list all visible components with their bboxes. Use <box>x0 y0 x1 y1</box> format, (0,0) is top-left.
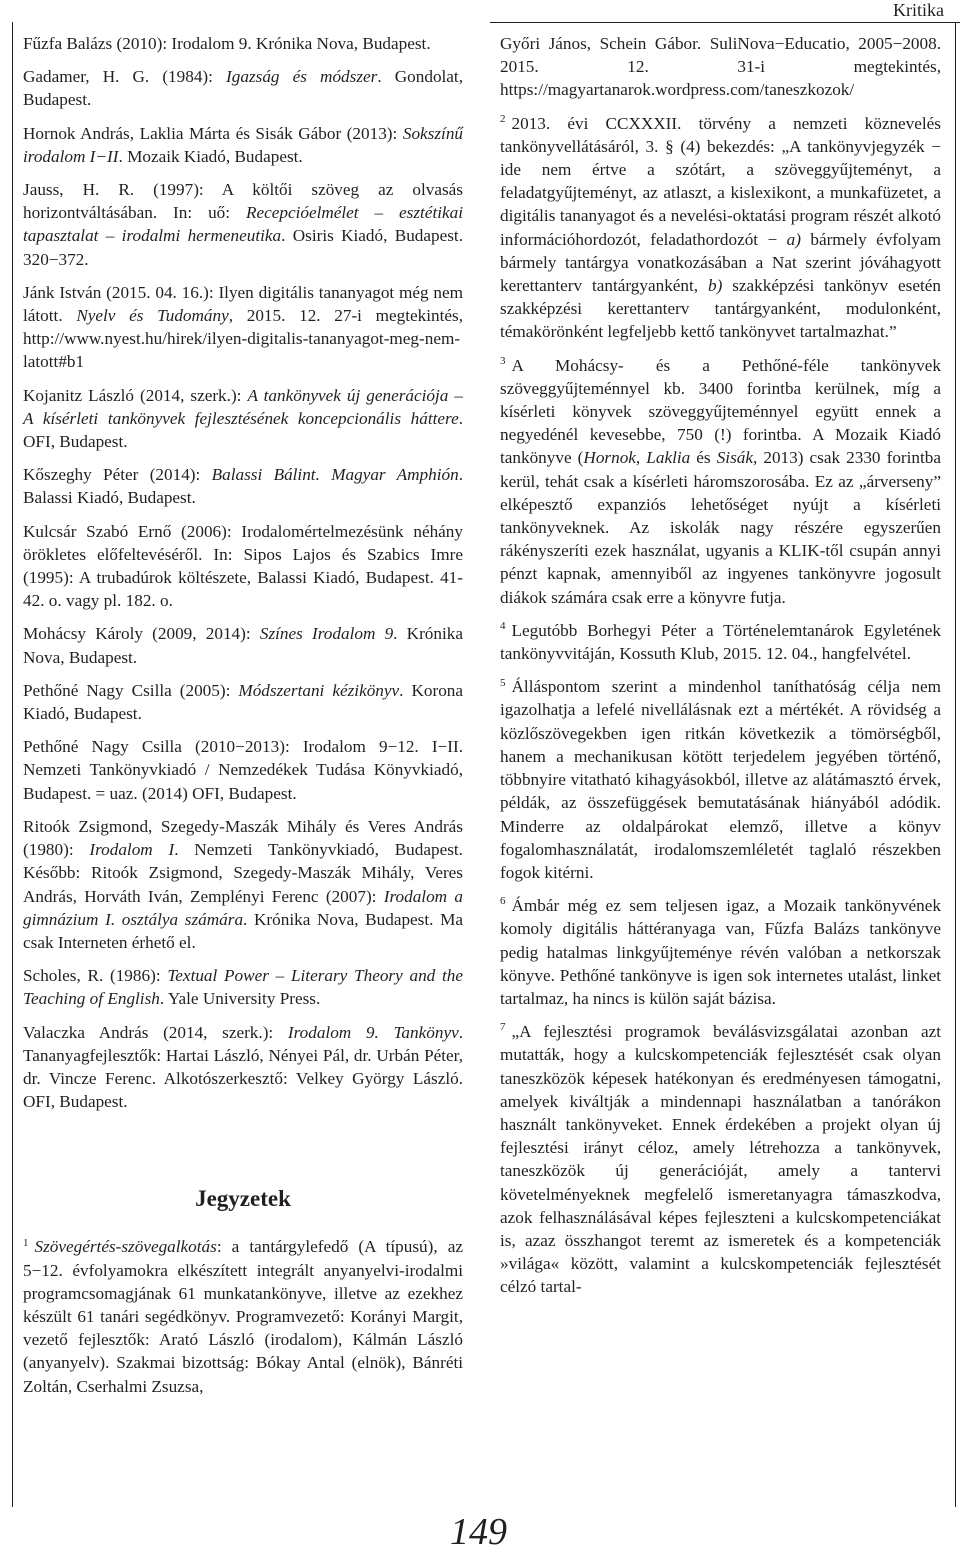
reference-text: Mohácsy Károly (2009, 2014): <box>23 624 260 644</box>
footnote-title: Szövegértés-szövegalkotás <box>34 1237 217 1257</box>
reference-title: Irodalom I <box>89 840 175 860</box>
reference-entry <box>23 178 463 271</box>
reference-text: Fűzfa Balázs (2010): Irodalom 9. Krónika Nova, Budapest. <box>23 34 431 53</box>
reference-text: Scholes, R. (1986): <box>23 966 168 986</box>
reference-list <box>23 32 463 1113</box>
footnote-text: 2013. évi CCXXXII. törvény a nemzeti köznevelés tankönyvellátásáról, 3. § (4) bekezdés: „A tankönyvjegyzék − ide nem értve a szótárt, a szöveggyűjteményt, a feladatgyűjteményt, az atlaszt, a kislexikont, a munkafüzetet, a digitális tananyagot és a nevelési-oktatási program részét alkotó információhordozót, feladathordozót − <box>500 113 941 249</box>
footnote-7 <box>500 1020 941 1298</box>
footnote-number: 7 <box>500 1021 506 1034</box>
reference-title: Irodalom 9. Tankönyv <box>287 1022 459 1042</box>
reference-entry <box>23 32 463 55</box>
footnote-text: bármely évfolyam bármely tantárgya vonatkozásában a Nat szerint jóváhagyott kerettanterv tantárgyanként, <box>500 229 941 296</box>
reference-title: Igazság és módszer <box>226 67 378 87</box>
footnote-text: A Mohácsy- és a Pethőné-féle tankönyvek szöveggyűjteménnyel kb. 3400 forintba kerülnek, míg a kísérleti könyvek szöveggyűjteménnyel együtt ennek a negyedénél kevesebbe, 750 (!) forintba. A Mozaik Kiadó tankönyve ( <box>500 355 941 468</box>
reference-text: . Yale University Press. <box>159 989 321 1009</box>
reference-text: Gadamer, H. G. (1984): <box>23 67 227 87</box>
reference-text: Ritoók Zsigmond, Szegedy-Maszák Mihály és Veres András (1980): <box>23 816 463 860</box>
footnote-number: 5 <box>500 676 506 689</box>
footnote-text: Ámbár még ez sem teljesen igaz, a Mozaik tankönyvének komoly digitális háttéranyaga van, Fűzfa Balázs tankönyve pedig hatalmas linkgyűjteménye révén valóban a netkorszak könyve. Pethőné tankönyve is igen sok internetes utalást, linket tartalmaz, ha nincs is külön saját bázisa. <box>500 896 941 1008</box>
reference-entry <box>23 622 463 668</box>
left-column <box>23 32 463 1408</box>
reference-text: . Korona Kiadó, Budapest. <box>23 680 464 724</box>
footnote-text: és <box>690 448 717 468</box>
footnote-text: Győri János, Schein Gábor. SuliNova−Educatio, 2005−2008. 2015. 12. 31-i megtekintés, https://magyartanarok.wordpress.com/taneszkozok/ <box>500 34 941 100</box>
footnote-text: szakképzési tankönyv esetén szakképzési kerettanterv tantárgyanként, modulonként, témakörönként legfeljebb kettő tankönyvet tartalmazhat.” <box>500 276 941 342</box>
reference-title: Színes Irodalom 9 <box>259 624 394 644</box>
reference-text: Pethőné Nagy Csilla (2005): <box>23 680 239 700</box>
reference-title: Balassi Bálint. Magyar Amphión <box>211 465 459 485</box>
footnote-text: Álláspontom szerint a mindenhol taníthatóság célja nem igazolhatja a lefelé nivellálásnak ezt a mértékét. A rövidség a közlőszövegekben igen ritkán következik a tömörségből, hanem a mechanikusan kötött terjedelem jegyében történő, többnyire vitatható kihagyásokból, illetve az alátámasztó érvek, példák, az összefüggések bemutatásának hiányából adódik. Minderre az oldalpárokat elemző, illetve a könyv fogalomhasználatát, irodalomszemléletét taglaló részekben fogok kitérni. <box>500 677 941 882</box>
reference-entry <box>23 520 463 613</box>
reference-text: Jánk István (2015. 04. 16.): Ilyen digitális tananyagot még nem látott. <box>23 282 463 326</box>
footnote-emphasis: b) <box>707 276 723 296</box>
reference-text: . Tananyagfejlesztők: Hartai László, Nényei Pál, dr. Urbán Péter, dr. Vincze Ferenc. Alkotószerkesztő: Velkey György László. OFI, Budapest. <box>23 1022 463 1112</box>
footnote-number: 2 <box>500 112 506 125</box>
left-margin-rule <box>12 22 13 1507</box>
reference-entry <box>23 281 463 374</box>
reference-text: . Gondolat, Budapest. <box>23 67 464 110</box>
reference-text: Kojanitz László (2014, szerk.): <box>23 385 248 405</box>
footnote-4 <box>500 619 941 665</box>
footnote-5 <box>500 675 941 884</box>
reference-text: Jauss, H. R. (1997): A költői szöveg az olvasás horizontváltásában. In: uő: <box>23 180 463 223</box>
reference-entry <box>23 1021 463 1114</box>
reference-entry <box>23 463 463 509</box>
reference-entry <box>23 384 463 454</box>
reference-text: . Krónika Nova, Budapest. <box>23 624 463 667</box>
header-rule <box>490 22 960 23</box>
reference-text: Kulcsár Szabó Ernő (2006): Irodalomértelmezésünk néhány örökletes előfeltevéséről. In: Sipos Lajos és Szabics Imre (1995): A trubadúrok költészete, Balassi Kiadó, Budapest. 41-42. o. vagy pl. 182. o. <box>23 521 463 611</box>
reference-title: Nyelv és Tudomány <box>76 306 229 326</box>
reference-text: Kőszeghy Péter (2014): <box>23 465 212 485</box>
notes-heading: Jegyzetek <box>195 1186 291 1212</box>
footnote-emphasis: a) <box>786 229 801 249</box>
right-margin-rule <box>955 22 956 1507</box>
reference-title: Textual Power – Literary Theory and the Teaching of English <box>23 966 463 1009</box>
reference-text: Valaczka András (2014, szerk.): <box>23 1022 288 1042</box>
reference-entry <box>23 122 463 168</box>
footnote-number: 3 <box>500 354 506 367</box>
reference-title: Recepcióelmélet – esztétikai tapasztalat – irodalmi hermeneutika <box>23 203 463 246</box>
reference-title: A tankönyvek új generációja – A kísérleti tankönyvek fejlesztésének koncepcionális háttere <box>23 385 463 428</box>
footnote-emphasis: Sisák <box>716 448 753 468</box>
page-number: 149 <box>450 1511 507 1553</box>
footnote-text: : a tantárgylefedő (A típusú), az 5−12. évfolyamokra elkészített integrált anyanyelvi-irodalmi programcsomagjának 61 munkatankönyve, illetve az ezekhez készült 61 tanári segédkönyv. Programvezető: Korányi Margit, vezető fejlesztők: Arató László (irodalom), Kálmán László (anyanyelv). Szakmai bizottság: Bókay Antal (elnök), Bánréti Zoltán, Cserhalmi Zsuzsa, <box>23 1237 463 1396</box>
footnote-number: 1 <box>23 1236 29 1249</box>
footnote-number: 4 <box>500 620 506 633</box>
reference-title: Módszertani kézikönyv <box>238 680 400 700</box>
reference-text: . Balassi Kiadó, Budapest. <box>23 465 463 508</box>
footnote-text: Legutóbb Borhegyi Péter a Történelemtanárok Egyletének tankönyvvitáján, Kossuth Klub, 2015. 12. 04., hangfelvétel. <box>500 620 941 664</box>
footnote-number: 6 <box>500 895 506 908</box>
reference-text: Pethőné Nagy Csilla (2010−2013): Irodalom 9−12. I−II. Nemzeti Tankönyvkiadó / Nemzedékek Tudása Könyvkiadó, Budapest. = uaz. (2014) OFI, Budapest. <box>23 737 463 803</box>
section-tag: Kritika <box>893 0 944 20</box>
reference-entry <box>23 65 463 111</box>
reference-entry <box>23 964 463 1010</box>
reference-text: . Krónika Nova, Budapest. Ma csak Interneten érhető el. <box>23 909 463 952</box>
reference-text: . Mozaik Kiadó, Budapest. <box>118 146 303 166</box>
reference-text: . Nemzeti Tankönyvkiadó, Budapest. Később: Ritoók Zsigmond, Szegedy-Maszák Mihály, Veres András, Horváth Iván, Zemplényi Ferenc (2007): <box>23 840 463 906</box>
footnote-6 <box>500 894 941 1010</box>
reference-text: . OFI, Budapest. <box>23 408 463 452</box>
footnote-1-continued <box>500 32 941 102</box>
right-column <box>500 32 941 1309</box>
reference-text: , 2015. 12. 27-i megtekintés, http://www.nyest.hu/hirek/ilyen-digitalis-tananyagot-meg-nem-latott#b1 <box>23 306 463 372</box>
footnote-text: „A fejlesztési programok beválásvizsgálatai azonban azt mutatták, hogy a kulcskompetenciák fejlesztését csak olyan taneszközök képesek hatékonyan és eredményesen támogatni, amelyek kiváltják a mindennapi használatban a tanórákon használt tankönyveket. Ennek érdekében a projekt olyan új fejlesztési irányt céloz, amely létrehozza a tankönyvek, taneszközök új generációját, amely a tantervi követelményeknek megfelelő ismeretanyagra támaszkodva, azok felhasználásával képes fejleszteni a kulcskompetenciákat is, azaz összhangot teremt az ismeretek és a kompetenciák »világa« között, valamint a kulcskompetenciák fejlesztését célzó tartal- <box>500 1022 941 1297</box>
footnote-emphasis: Hornok, Laklia <box>583 448 691 468</box>
footnote-text: , 2013) csak 2330 forintba kerül, tehát csak a kísérleti háromszorosába. Ez az „árverseny” elképesztő expanziós lehetőséget nyújt a kísérleti tankönyveknek. Az iskolák nagy részére egyszerűen rákényszeríti ezek használat, ugyanis a KLIK-től csupán annyi pénzt kapnak, amennyiből az ingyenes tankönyvre jogosult diákok számára csak erre a könyvre futja. <box>500 448 942 607</box>
reference-entry <box>23 815 463 954</box>
footnote-2 <box>500 112 941 344</box>
reference-title: Irodalom a gimnázium I. osztálya számára <box>23 886 463 929</box>
reference-entry <box>23 679 463 725</box>
reference-entry <box>23 735 463 805</box>
reference-text: Hornok András, Laklia Márta és Sisák Gábor (2013): <box>23 123 403 143</box>
reference-title: Sokszínű irodalom I−II <box>23 123 463 166</box>
footnote-3 <box>500 354 941 609</box>
footnote-1 <box>23 1235 463 1397</box>
reference-text: . Osiris Kiadó, Budapest. 320−372. <box>23 226 463 269</box>
